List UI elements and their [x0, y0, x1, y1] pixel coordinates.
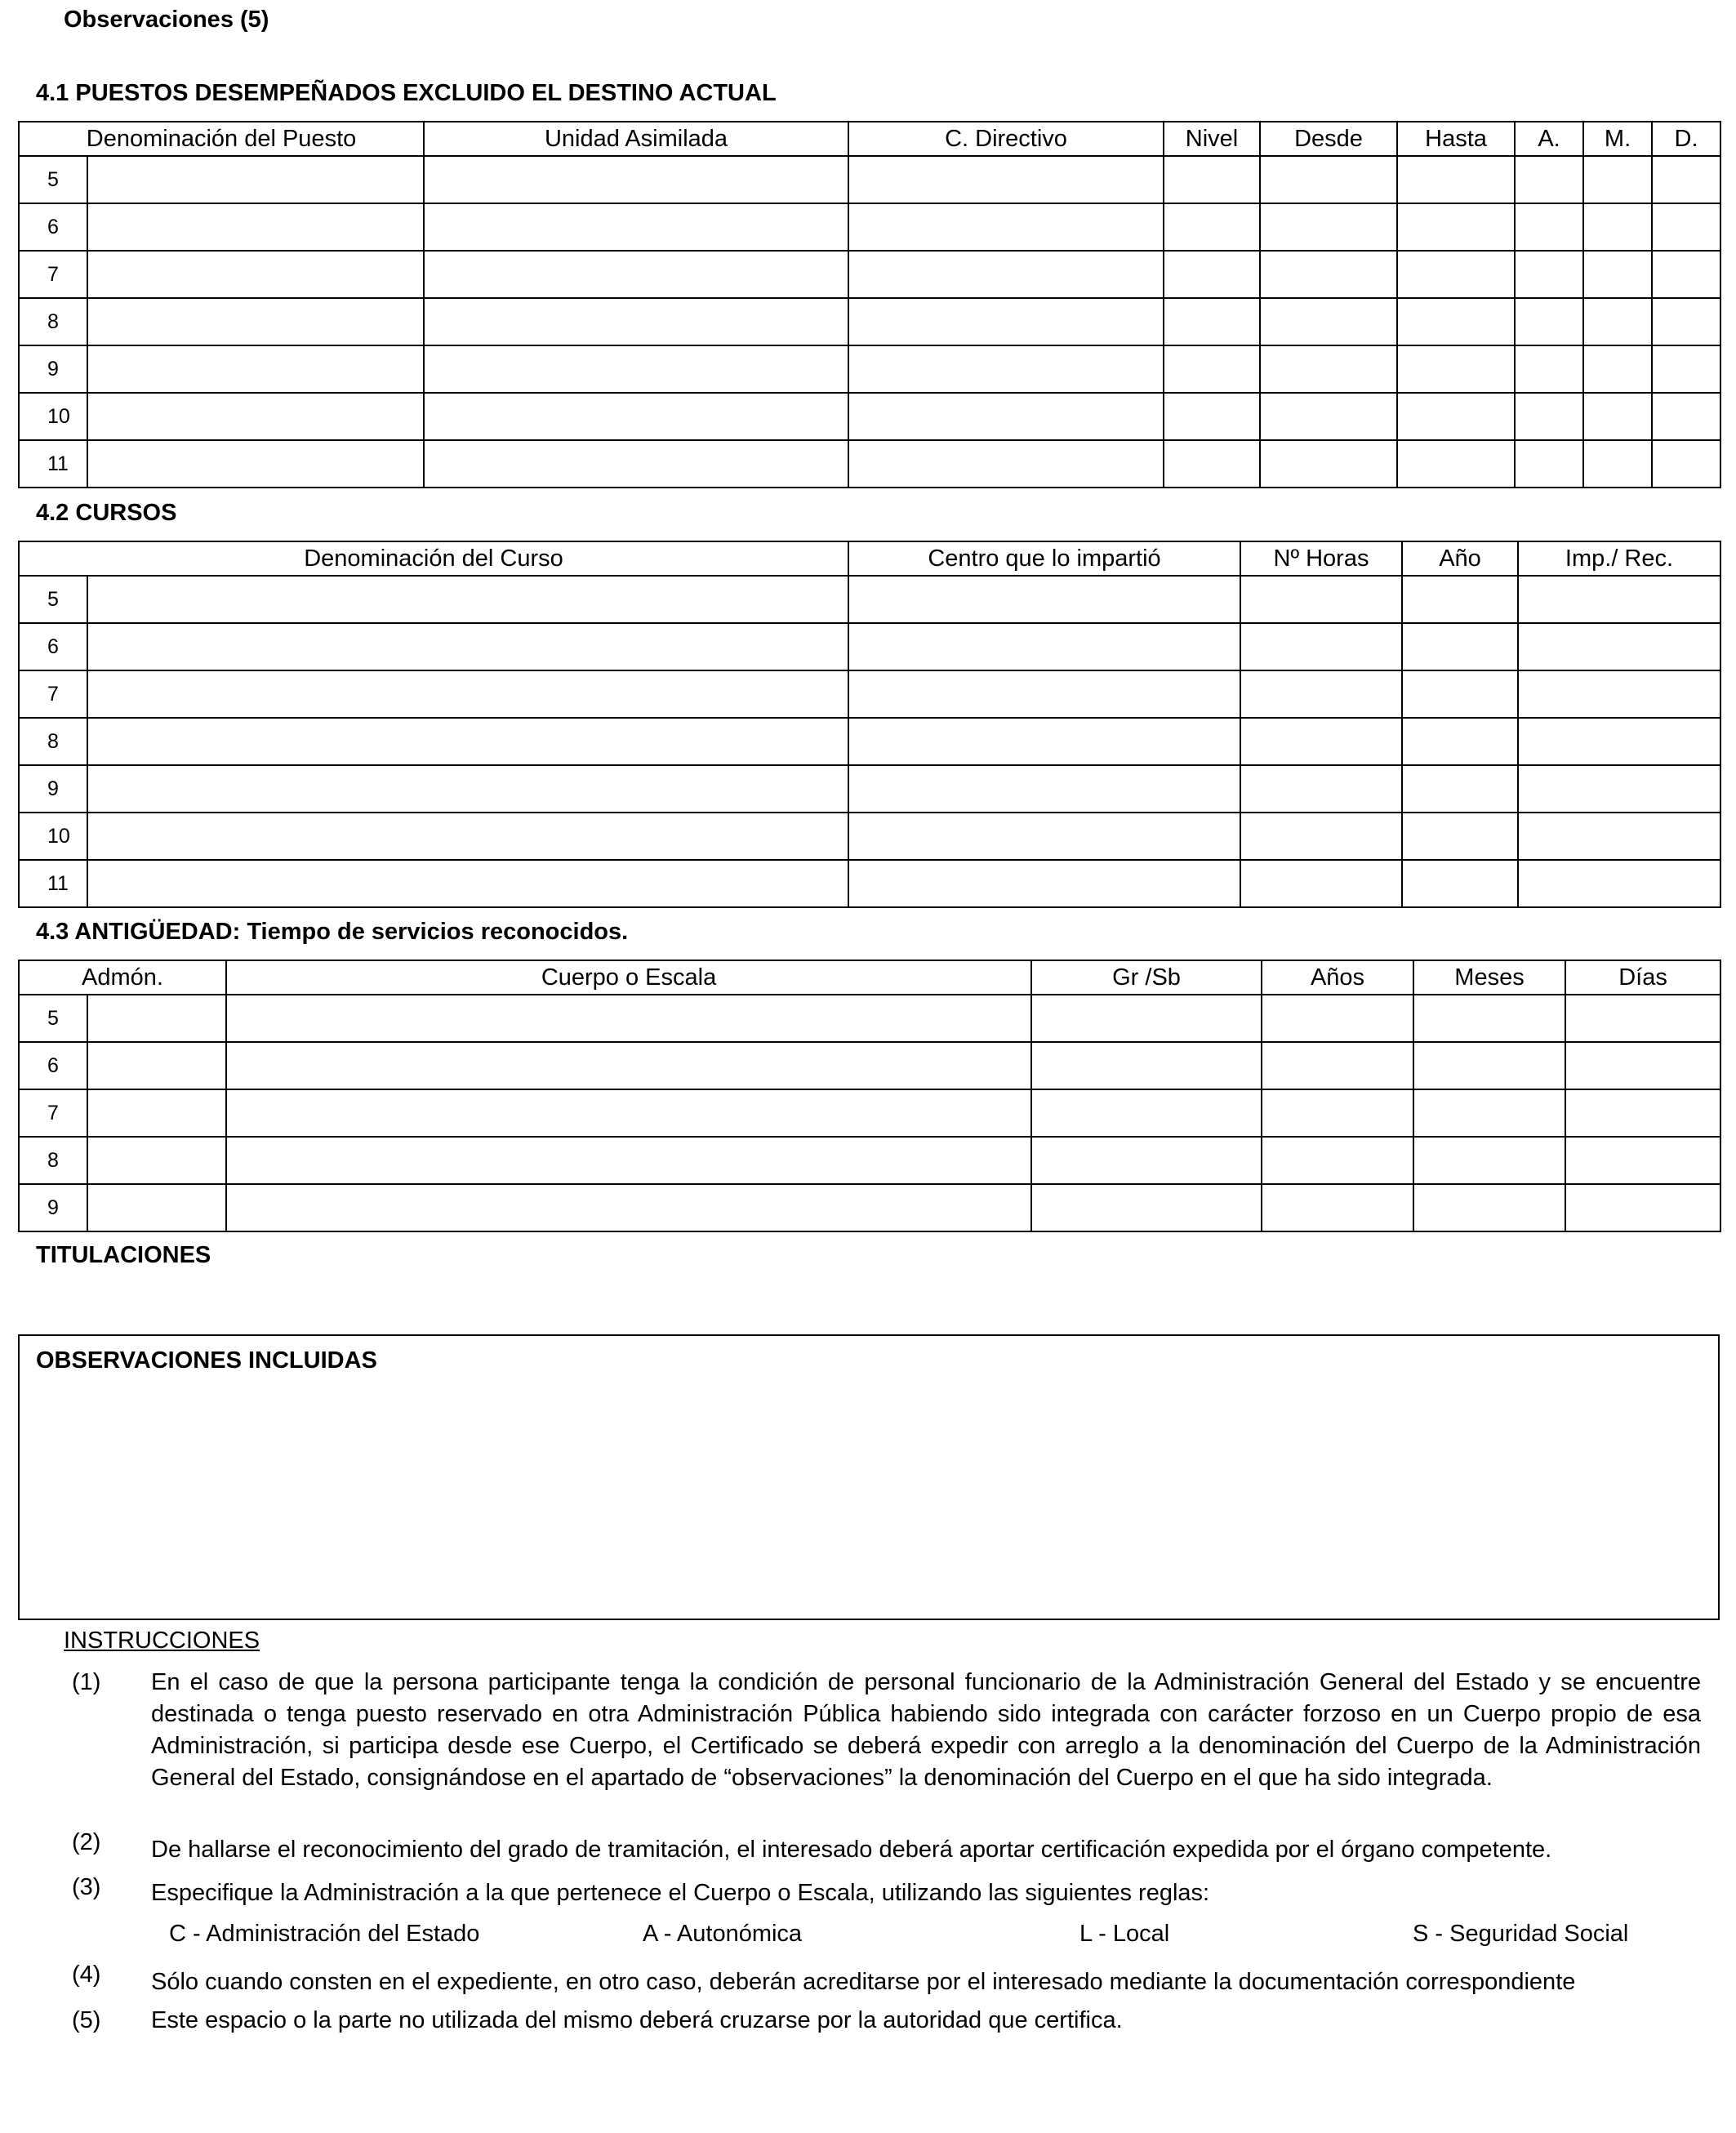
cell[interactable]	[1397, 345, 1515, 393]
row-number: 6	[19, 1042, 87, 1089]
cell[interactable]	[87, 995, 226, 1042]
col-header: Nº Horas	[1240, 541, 1402, 576]
cell[interactable]	[87, 1042, 226, 1089]
col-header: A.	[1515, 122, 1583, 156]
cell[interactable]	[1260, 440, 1397, 488]
cell[interactable]	[1515, 298, 1583, 345]
table-row	[19, 623, 1720, 670]
cell[interactable]	[1240, 765, 1402, 813]
cell[interactable]	[1515, 440, 1583, 488]
cell[interactable]	[1240, 860, 1402, 907]
cell[interactable]	[1262, 1042, 1413, 1089]
cell[interactable]	[1565, 1089, 1720, 1137]
observaciones-header: Observaciones (5)	[64, 7, 269, 33]
table-row	[19, 1137, 1720, 1184]
cell[interactable]	[424, 203, 848, 251]
cell[interactable]	[1413, 1137, 1565, 1184]
cell[interactable]	[87, 298, 424, 345]
cell[interactable]	[1031, 1089, 1262, 1137]
col-header: Desde	[1260, 122, 1397, 156]
cell[interactable]	[87, 718, 848, 765]
regla-seguridad-social: S - Seguridad Social	[1413, 1921, 1629, 1947]
table-row	[19, 393, 1720, 440]
cell[interactable]	[1518, 813, 1720, 860]
cell[interactable]	[1164, 393, 1260, 440]
cell[interactable]	[848, 251, 1164, 298]
cell[interactable]	[1397, 393, 1515, 440]
cell[interactable]	[1397, 156, 1515, 203]
table-row	[19, 156, 1720, 203]
row-number: 11	[19, 440, 87, 488]
cell[interactable]	[1164, 203, 1260, 251]
cell[interactable]	[424, 345, 848, 393]
cell[interactable]	[87, 156, 424, 203]
cell[interactable]	[87, 576, 848, 623]
cell[interactable]	[226, 1184, 1031, 1231]
cell[interactable]	[424, 440, 848, 488]
cell[interactable]	[1164, 298, 1260, 345]
cell[interactable]	[1652, 203, 1720, 251]
cell[interactable]	[1652, 298, 1720, 345]
cell[interactable]	[848, 156, 1164, 203]
cell[interactable]	[1515, 393, 1583, 440]
cell[interactable]	[1260, 156, 1397, 203]
row-number: 6	[19, 623, 87, 670]
cell[interactable]	[1565, 1137, 1720, 1184]
cell[interactable]	[1518, 576, 1720, 623]
col-header: Denominación del Curso	[19, 541, 848, 576]
table-row	[19, 1184, 1720, 1231]
row-number: 7	[19, 1089, 87, 1137]
row-number: 9	[19, 345, 87, 393]
cell[interactable]	[1262, 1137, 1413, 1184]
row-number: 5	[19, 995, 87, 1042]
col-header: Nivel	[1164, 122, 1260, 156]
cell[interactable]	[87, 393, 424, 440]
cell[interactable]	[1583, 393, 1652, 440]
section-cursos-title: 4.2 CURSOS	[36, 500, 177, 526]
instr-num: (4)	[72, 1962, 101, 1988]
table-row	[19, 1042, 1720, 1089]
col-header: Año	[1402, 541, 1518, 576]
cell[interactable]	[1413, 1042, 1565, 1089]
cell[interactable]	[424, 251, 848, 298]
row-number: 8	[19, 718, 87, 765]
cursos-header-row	[19, 541, 1720, 576]
col-header: Hasta	[1397, 122, 1515, 156]
cell[interactable]	[87, 440, 424, 488]
col-header: Admón.	[19, 960, 226, 995]
row-number: 10	[19, 393, 87, 440]
row-number: 10	[19, 813, 87, 860]
cell[interactable]	[1031, 995, 1262, 1042]
cell[interactable]	[424, 393, 848, 440]
puestos-table	[18, 121, 1721, 488]
cell[interactable]	[1583, 156, 1652, 203]
instr-text: Especifique la Administración a la que pertenece el Cuerpo o Escala, utilizando las siguientes reglas:	[151, 1880, 1210, 1906]
cell[interactable]	[1402, 860, 1518, 907]
cell[interactable]	[1402, 813, 1518, 860]
cell[interactable]	[87, 251, 424, 298]
cell[interactable]	[1240, 576, 1402, 623]
cell[interactable]	[1518, 718, 1720, 765]
table-row	[19, 203, 1720, 251]
cell[interactable]	[1240, 813, 1402, 860]
cell[interactable]	[848, 813, 1240, 860]
cell[interactable]	[1262, 995, 1413, 1042]
cell[interactable]	[1260, 393, 1397, 440]
cell[interactable]	[87, 623, 848, 670]
cell[interactable]	[1565, 1042, 1720, 1089]
table-row	[19, 670, 1720, 718]
col-header: Gr /Sb	[1031, 960, 1262, 995]
cell[interactable]	[1262, 1089, 1413, 1137]
cell[interactable]	[1240, 718, 1402, 765]
table-row	[19, 765, 1720, 813]
cell[interactable]	[87, 860, 848, 907]
cell[interactable]	[1413, 1089, 1565, 1137]
col-header: C. Directivo	[848, 122, 1164, 156]
cell[interactable]	[1240, 670, 1402, 718]
cell[interactable]	[1397, 251, 1515, 298]
cell[interactable]	[226, 1089, 1031, 1137]
cell[interactable]	[848, 298, 1164, 345]
cell[interactable]	[1413, 995, 1565, 1042]
cell[interactable]	[1402, 623, 1518, 670]
cell[interactable]	[1565, 1184, 1720, 1231]
instr-text: En el caso de que la persona participante tenga la condición de personal funcionario de la Administración General del Estado y se encuentre destinada o tenga puesto reservado en otra Administración Pública habiendo sido integrada con carácter forzoso en un Cuerpo propio de esa Administración, si participa desde ese Cuerpo, el Certificado se deberá expedir con arreglo a la denominación del Cuerpo de la Administración General del Estado, consignándose en el apartado de “observaciones” la denominación del Cuerpo en el que ha sido integrada.	[151, 1669, 1701, 1791]
row-number: 8	[19, 298, 87, 345]
cell[interactable]	[1031, 1042, 1262, 1089]
cell[interactable]	[1583, 345, 1652, 393]
cell[interactable]	[1652, 251, 1720, 298]
cell[interactable]	[87, 345, 424, 393]
cell[interactable]	[1164, 345, 1260, 393]
col-header: Cuerpo o Escala	[226, 960, 1031, 995]
table-row	[19, 251, 1720, 298]
cell[interactable]	[87, 203, 424, 251]
row-number: 5	[19, 576, 87, 623]
cell[interactable]	[1518, 765, 1720, 813]
col-header: Imp./ Rec.	[1518, 541, 1720, 576]
cell[interactable]	[848, 440, 1164, 488]
cell[interactable]	[848, 576, 1240, 623]
cell[interactable]	[87, 1089, 226, 1137]
row-number: 6	[19, 203, 87, 251]
antiguedad-table	[18, 960, 1721, 1232]
cell[interactable]	[1515, 203, 1583, 251]
row-number: 7	[19, 670, 87, 718]
cell[interactable]	[1260, 298, 1397, 345]
row-number: 7	[19, 251, 87, 298]
cell[interactable]	[1164, 156, 1260, 203]
cell[interactable]	[1518, 623, 1720, 670]
cell[interactable]	[424, 298, 848, 345]
cell[interactable]	[848, 670, 1240, 718]
table-row	[19, 718, 1720, 765]
cell[interactable]	[87, 1137, 226, 1184]
col-header: Días	[1565, 960, 1720, 995]
instr-num: (2)	[72, 1829, 101, 1855]
cell[interactable]	[1260, 251, 1397, 298]
cell[interactable]	[226, 1042, 1031, 1089]
instr-num: (1)	[72, 1669, 101, 1695]
table-row	[19, 298, 1720, 345]
instrucciones-title: INSTRUCCIONES	[64, 1628, 260, 1654]
cell[interactable]	[1565, 995, 1720, 1042]
cell[interactable]	[1515, 156, 1583, 203]
cell[interactable]	[1652, 440, 1720, 488]
row-number: 11	[19, 860, 87, 907]
cell[interactable]	[1583, 298, 1652, 345]
col-header: M.	[1583, 122, 1652, 156]
cell[interactable]	[1518, 860, 1720, 907]
regla-local: L - Local	[1079, 1921, 1170, 1947]
table-row	[19, 860, 1720, 907]
section-puestos-title: 4.1 PUESTOS DESEMPEÑADOS EXCLUIDO EL DESTINO ACTUAL	[36, 80, 777, 106]
cell[interactable]	[1652, 393, 1720, 440]
table-row	[19, 995, 1720, 1042]
row-number: 8	[19, 1137, 87, 1184]
cell[interactable]	[848, 345, 1164, 393]
cell[interactable]	[1402, 765, 1518, 813]
cell[interactable]	[1397, 440, 1515, 488]
cell[interactable]	[848, 203, 1164, 251]
instr-num: (5)	[72, 2007, 101, 2033]
cell[interactable]	[1652, 345, 1720, 393]
cell[interactable]	[848, 860, 1240, 907]
cell[interactable]	[1164, 440, 1260, 488]
antiguedad-header-row	[19, 960, 1720, 995]
cell[interactable]	[1583, 251, 1652, 298]
instr-text: Sólo cuando consten en el expediente, en otro caso, deberán acreditarse por el interesado mediante la documentación correspondiente	[151, 1969, 1576, 1995]
cell[interactable]	[1240, 623, 1402, 670]
table-row	[19, 1089, 1720, 1137]
table-row	[19, 813, 1720, 860]
regla-autonomica: A - Autonómica	[643, 1921, 803, 1947]
cell[interactable]	[1402, 670, 1518, 718]
col-header: Centro que lo impartió	[848, 541, 1240, 576]
cursos-table	[18, 541, 1721, 908]
cell[interactable]	[87, 670, 848, 718]
cell[interactable]	[1260, 203, 1397, 251]
row-number: 9	[19, 765, 87, 813]
section-antiguedad-title: 4.3 ANTIGÜEDAD: Tiempo de servicios reconocidos.	[36, 919, 629, 945]
cell[interactable]	[1652, 156, 1720, 203]
cell[interactable]	[424, 156, 848, 203]
cell[interactable]	[848, 393, 1164, 440]
cell[interactable]	[226, 995, 1031, 1042]
puestos-header-row	[19, 122, 1720, 156]
cell[interactable]	[1518, 670, 1720, 718]
cell[interactable]	[1515, 251, 1583, 298]
observaciones-incluidas-box[interactable]	[18, 1334, 1720, 1620]
cell[interactable]	[1164, 251, 1260, 298]
row-number: 9	[19, 1184, 87, 1231]
table-row	[19, 345, 1720, 393]
cell[interactable]	[1515, 345, 1583, 393]
cell[interactable]	[1413, 1184, 1565, 1231]
cell[interactable]	[1397, 203, 1515, 251]
cell[interactable]	[848, 623, 1240, 670]
titulaciones-title: TITULACIONES	[36, 1242, 211, 1268]
cell[interactable]	[1262, 1184, 1413, 1231]
cell[interactable]	[848, 718, 1240, 765]
table-row	[19, 576, 1720, 623]
cell[interactable]	[848, 765, 1240, 813]
instr-text: Este espacio o la parte no utilizada del mismo deberá cruzarse por la autoridad que certifica.	[151, 2007, 1123, 2033]
cell[interactable]	[1583, 440, 1652, 488]
cell[interactable]	[87, 813, 848, 860]
col-header: Unidad Asimilada	[424, 122, 848, 156]
col-header: Meses	[1413, 960, 1565, 995]
cell[interactable]	[1031, 1137, 1262, 1184]
cell[interactable]	[87, 765, 848, 813]
col-header: Años	[1262, 960, 1413, 995]
observaciones-incluidas-title: OBSERVACIONES INCLUIDAS	[36, 1347, 377, 1374]
instr-text: De hallarse el reconocimiento del grado de tramitación, el interesado deberá aportar certificación expedida por el órgano competente.	[151, 1837, 1552, 1863]
row-number: 5	[19, 156, 87, 203]
instr-num: (3)	[72, 1874, 101, 1900]
cell[interactable]	[1260, 345, 1397, 393]
cell[interactable]	[1397, 298, 1515, 345]
cell[interactable]	[1402, 576, 1518, 623]
regla-estado: C - Administración del Estado	[169, 1921, 480, 1947]
cell[interactable]	[226, 1137, 1031, 1184]
cell[interactable]	[1583, 203, 1652, 251]
col-header: Denominación del Puesto	[19, 122, 424, 156]
table-row	[19, 440, 1720, 488]
cell[interactable]	[1402, 718, 1518, 765]
cell[interactable]	[1031, 1184, 1262, 1231]
cell[interactable]	[87, 1184, 226, 1231]
col-header: D.	[1652, 122, 1720, 156]
